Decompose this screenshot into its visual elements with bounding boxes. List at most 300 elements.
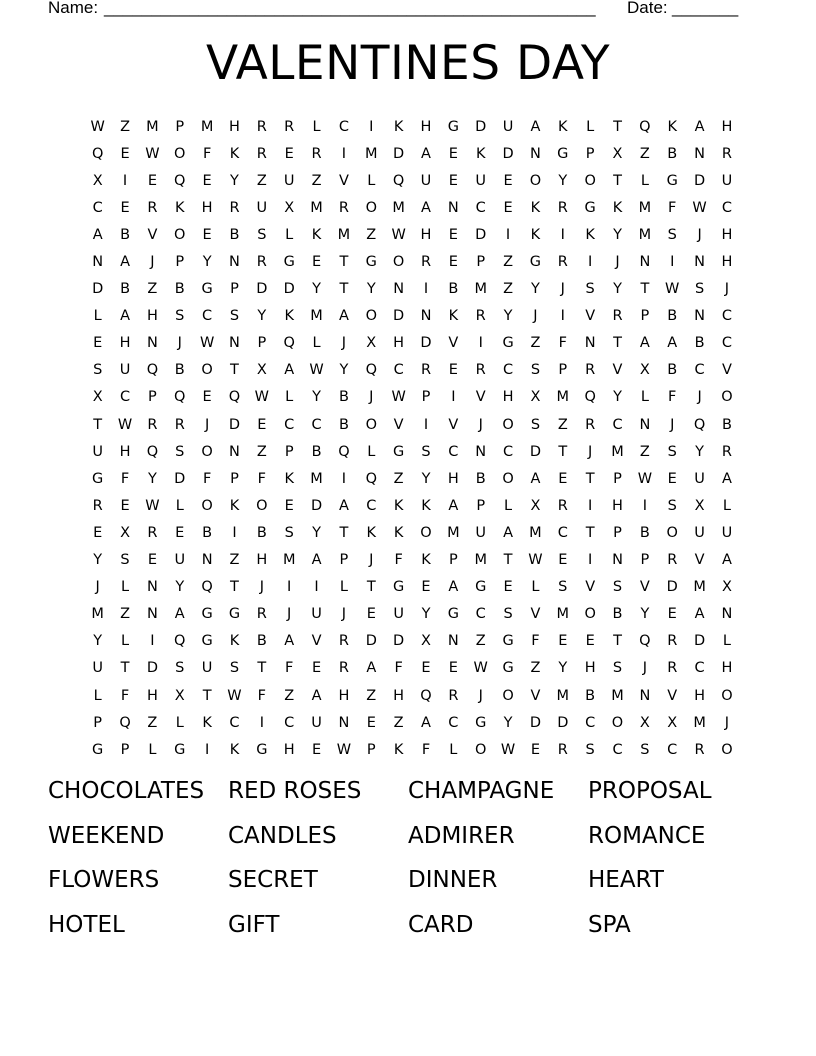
word-bank-item: GIFT: [228, 911, 280, 938]
grid-letter: P: [558, 362, 568, 379]
grid-letter: D: [475, 226, 487, 243]
grid-letter: C: [694, 362, 705, 379]
grid-row: [84, 574, 744, 601]
grid-letter: V: [721, 362, 732, 379]
grid-letter: B: [202, 524, 213, 541]
grid-letter: L: [531, 579, 540, 596]
grid-letter: E: [93, 335, 103, 352]
header: [48, 0, 748, 18]
grid-letter: Q: [119, 714, 131, 731]
grid-letter: I: [588, 497, 593, 514]
grid-letter: K: [175, 199, 185, 216]
grid-letter: J: [615, 254, 620, 271]
grid-letter: X: [120, 524, 130, 541]
grid-letter: D: [393, 145, 405, 162]
grid-letter: L: [285, 389, 294, 406]
grid-letter: J: [724, 714, 730, 731]
grid-letter: Z: [557, 416, 568, 433]
grid-letter: S: [257, 226, 267, 243]
grid-letter: R: [557, 497, 568, 514]
name-blank: ____________________________________________________: [104, 0, 596, 17]
grid-letter: B: [311, 443, 322, 460]
grid-letter: D: [310, 497, 323, 514]
grid-letter: V: [530, 606, 541, 623]
grid-letter: F: [394, 660, 403, 677]
grid-letter: K: [475, 145, 486, 162]
grid-letter: J: [642, 660, 647, 677]
grid-letter: X: [530, 389, 541, 406]
grid-letter: Q: [584, 389, 596, 406]
grid-letter: J: [560, 281, 565, 298]
grid-letter: K: [284, 308, 294, 325]
grid-letter: Q: [420, 687, 432, 704]
grid-letter: X: [694, 497, 705, 514]
grid-letter: R: [557, 254, 568, 271]
grid-letter: C: [694, 660, 705, 677]
grid-letter: Y: [312, 524, 321, 541]
grid-letter: I: [150, 633, 155, 650]
grid-letter: Z: [147, 714, 158, 731]
word-bank-item: CANDLES: [228, 822, 337, 849]
word-bank-item: DINNER: [408, 867, 498, 893]
grid-letter: X: [530, 497, 541, 514]
grid-letter: E: [120, 497, 130, 514]
grid-letter: I: [670, 254, 675, 271]
grid-letter: C: [667, 741, 678, 758]
grid-letter: W: [528, 552, 543, 569]
grid-letter: W: [336, 741, 352, 758]
grid-letter: V: [585, 579, 596, 596]
grid-letter: N: [530, 145, 541, 162]
grid-letter: R: [667, 660, 678, 677]
grid-letter: O: [174, 226, 186, 243]
grid-letter: R: [721, 443, 732, 460]
grid-letter: S: [530, 362, 541, 379]
grid-letter: A: [284, 633, 295, 650]
grid-letter: I: [560, 308, 565, 325]
grid-letter: S: [585, 741, 595, 758]
grid-letter: G: [92, 470, 104, 487]
grid-letter: T: [640, 281, 650, 298]
grid-letter: T: [93, 416, 103, 433]
grid-letter: P: [640, 552, 650, 569]
grid-letter: J: [369, 389, 374, 406]
grid-letter: A: [448, 497, 459, 514]
grid-letter: X: [639, 362, 650, 379]
grid-row: [84, 547, 744, 574]
grid-letter: T: [613, 633, 622, 650]
grid-letter: F: [531, 633, 540, 650]
grid-letter: O: [502, 416, 514, 433]
grid-letter: L: [93, 308, 102, 325]
grid-letter: S: [175, 308, 185, 325]
grid-letter: Q: [693, 416, 706, 433]
grid-letter: H: [393, 687, 405, 704]
grid-letter: R: [311, 145, 322, 162]
grid-letter: H: [229, 118, 240, 135]
grid-letter: V: [639, 579, 650, 596]
grid-letter: J: [697, 226, 702, 243]
grid-letter: N: [694, 254, 706, 271]
grid-letter: K: [612, 199, 623, 216]
grid-letter: Z: [503, 281, 514, 298]
grid-letter: A: [721, 552, 732, 569]
grid-letter: U: [475, 524, 487, 541]
grid-letter: R: [721, 145, 732, 162]
grid-letter: V: [585, 308, 596, 325]
grid-letter: G: [393, 579, 405, 596]
grid-letter: Y: [558, 660, 568, 677]
grid-letter: V: [694, 552, 705, 569]
grid-row: [84, 276, 744, 303]
grid-letter: C: [612, 741, 623, 758]
grid-letter: C: [311, 416, 322, 433]
grid-letter: I: [478, 335, 483, 352]
grid-letter: X: [612, 145, 623, 162]
grid-letter: K: [585, 226, 595, 243]
grid-letter: G: [256, 741, 268, 758]
grid-letter: J: [724, 281, 730, 298]
grid-letter: Y: [613, 226, 622, 243]
grid-letter: I: [287, 579, 292, 596]
grid-letter: Q: [174, 633, 186, 650]
grid-row: [84, 411, 744, 438]
grid-row: [84, 357, 744, 384]
word-bank-item: CARD: [408, 911, 474, 938]
grid-letter: O: [584, 172, 596, 189]
grid-letter: G: [666, 172, 678, 189]
grid-letter: B: [585, 687, 596, 704]
grid-letter: A: [421, 145, 431, 162]
grid-letter: S: [93, 362, 103, 379]
grid-row: [84, 655, 744, 682]
grid-letter: E: [311, 254, 322, 271]
grid-letter: H: [721, 118, 733, 135]
grid-letter: H: [721, 254, 733, 271]
grid-letter: C: [475, 199, 486, 216]
grid-letter: W: [473, 660, 488, 677]
grid-row: [84, 140, 744, 167]
grid-letter: F: [285, 660, 294, 677]
grid-letter: C: [448, 714, 459, 731]
grid-letter: I: [451, 389, 456, 406]
grid-letter: N: [612, 552, 623, 569]
grid-letter: E: [448, 172, 458, 189]
grid-letter: T: [585, 470, 595, 487]
grid-row: [84, 221, 744, 248]
grid-letter: A: [284, 362, 295, 379]
grid-letter: Y: [339, 362, 349, 379]
grid-letter: C: [557, 524, 568, 541]
grid-letter: U: [283, 172, 295, 189]
grid-letter: K: [448, 308, 459, 325]
grid-letter: E: [448, 660, 458, 677]
grid-letter: D: [393, 633, 405, 650]
grid-letter: Z: [256, 443, 267, 460]
grid-letter: O: [721, 687, 733, 704]
grid-letter: U: [311, 606, 322, 623]
grid-letter: N: [447, 199, 459, 216]
grid-letter: M: [200, 118, 214, 135]
grid-letter: E: [558, 633, 568, 650]
grid-letter: E: [558, 470, 568, 487]
grid-letter: R: [557, 199, 568, 216]
name-label: Name:: [48, 0, 99, 17]
grid-letter: R: [147, 199, 158, 216]
grid-letter: G: [475, 714, 487, 731]
grid-letter: T: [202, 687, 212, 704]
grid-letter: R: [147, 416, 158, 433]
grid-letter: O: [201, 443, 213, 460]
grid-letter: B: [174, 362, 185, 379]
grid-letter: E: [585, 633, 595, 650]
grid-letter: V: [147, 226, 158, 243]
grid-letter: R: [612, 308, 623, 325]
grid-letter: V: [475, 389, 486, 406]
grid-letter: E: [147, 552, 157, 569]
grid-letter: U: [256, 199, 268, 216]
grid-letter: R: [256, 606, 267, 623]
grid-letter: N: [338, 714, 350, 731]
grid-letter: G: [447, 606, 459, 623]
grid-letter: L: [722, 633, 731, 650]
grid-letter: P: [257, 335, 267, 352]
grid-letter: R: [694, 741, 705, 758]
grid-letter: K: [393, 524, 404, 541]
grid-letter: L: [285, 226, 294, 243]
grid-letter: H: [119, 443, 131, 460]
grid-letter: C: [721, 335, 732, 352]
grid-letter: D: [502, 145, 514, 162]
grid-letter: S: [421, 443, 431, 460]
grid-letter: F: [257, 687, 266, 704]
grid-letter: Q: [228, 389, 241, 406]
grid-letter: G: [201, 606, 213, 623]
grid-letter: N: [229, 335, 240, 352]
grid-letter: M: [611, 687, 624, 704]
grid-letter: Y: [230, 172, 239, 189]
grid-letter: L: [339, 579, 348, 596]
grid-letter: P: [613, 470, 622, 487]
grid-letter: M: [693, 579, 706, 596]
grid-letter: K: [393, 741, 404, 758]
grid-letter: A: [338, 308, 349, 325]
grid-letter: R: [174, 416, 185, 433]
grid-letter: J: [697, 389, 702, 406]
grid-letter: C: [202, 308, 213, 325]
grid-row: [84, 628, 744, 655]
grid-letter: Q: [365, 470, 377, 487]
grid-letter: J: [150, 254, 155, 271]
grid-letter: E: [93, 524, 103, 541]
grid-row: [84, 167, 744, 194]
grid-letter: W: [309, 362, 324, 379]
grid-letter: A: [721, 470, 732, 487]
grid-letter: U: [502, 118, 514, 135]
grid-letter: E: [311, 660, 322, 677]
grid-letter: W: [692, 199, 707, 216]
grid-letter: L: [449, 741, 458, 758]
grid-letter: K: [229, 145, 240, 162]
grid-letter: Y: [421, 470, 431, 487]
grid-letter: U: [201, 660, 213, 677]
grid-letter: N: [584, 335, 596, 352]
grid-letter: M: [392, 199, 405, 216]
grid-letter: H: [146, 308, 158, 325]
grid-row: [84, 709, 744, 736]
grid-letter: S: [667, 497, 677, 514]
grid-letter: L: [640, 389, 649, 406]
grid-letter: T: [339, 254, 349, 271]
grid-letter: A: [530, 470, 541, 487]
grid-letter: M: [310, 199, 323, 216]
grid-letter: W: [145, 497, 160, 514]
grid-letter: W: [145, 145, 160, 162]
grid-letter: X: [721, 579, 732, 596]
grid-letter: F: [558, 335, 567, 352]
grid-letter: Z: [366, 687, 377, 704]
grid-letter: K: [366, 524, 377, 541]
grid-letter: C: [721, 308, 732, 325]
grid-letter: B: [338, 416, 349, 433]
grid-letter: X: [92, 389, 103, 406]
grid-letter: E: [530, 741, 541, 758]
grid-letter: T: [613, 118, 622, 135]
grid-letter: Y: [93, 552, 103, 569]
grid-letter: O: [666, 524, 678, 541]
grid-letter: R: [420, 254, 432, 271]
grid-letter: P: [175, 254, 185, 271]
grid-letter: K: [229, 497, 240, 514]
grid-letter: L: [312, 335, 321, 352]
grid-letter: J: [177, 335, 182, 352]
grid-letter: A: [120, 308, 130, 325]
grid-letter: T: [120, 660, 130, 677]
grid-letter: E: [311, 741, 322, 758]
grid-letter: S: [640, 741, 650, 758]
grid-row: [84, 438, 744, 465]
grid-letter: Q: [174, 389, 186, 406]
grid-letter: C: [92, 199, 103, 216]
grid-letter: R: [256, 254, 267, 271]
grid-letter: R: [256, 118, 267, 135]
grid-letter: W: [391, 226, 406, 243]
grid-letter: U: [119, 362, 131, 379]
grid-letter: G: [502, 335, 514, 352]
grid-letter: E: [558, 552, 568, 569]
grid-letter: J: [478, 687, 483, 704]
grid-letter: D: [256, 281, 268, 298]
grid-letter: A: [667, 335, 678, 352]
grid-letter: Y: [147, 470, 157, 487]
grid-letter: A: [503, 524, 514, 541]
grid-letter: S: [612, 579, 623, 596]
grid-letter: M: [474, 281, 487, 298]
grid-letter: Q: [338, 443, 350, 460]
grid-letter: L: [120, 633, 130, 650]
grid-letter: S: [120, 552, 130, 569]
grid-letter: N: [639, 254, 651, 271]
grid-letter: E: [202, 389, 212, 406]
grid-letter: P: [148, 389, 157, 406]
grid-letter: N: [721, 606, 733, 623]
grid-letter: C: [503, 362, 514, 379]
grid-letter: I: [588, 254, 593, 271]
grid-letter: Y: [503, 714, 513, 731]
grid-letter: Z: [147, 281, 158, 298]
grid-letter: L: [312, 118, 321, 135]
grid-letter: I: [505, 226, 511, 243]
grid-letter: G: [393, 443, 405, 460]
grid-letter: K: [530, 226, 541, 243]
grid-letter: G: [557, 145, 569, 162]
grid-letter: F: [120, 687, 130, 704]
grid-letter: A: [694, 118, 705, 135]
grid-letter: J: [588, 443, 593, 460]
word-bank-item: CHOCOLATES: [48, 778, 205, 804]
grid-letter: M: [638, 199, 652, 216]
grid-letter: Y: [93, 633, 103, 650]
grid-letter: S: [612, 660, 623, 677]
grid-letter: A: [639, 335, 650, 352]
grid-letter: J: [259, 579, 264, 596]
grid-letter: H: [146, 687, 158, 704]
grid-letter: G: [447, 118, 459, 135]
grid-letter: E: [503, 579, 513, 596]
grid-letter: F: [668, 199, 677, 216]
grid-letter: G: [502, 633, 514, 650]
grid-letter: Y: [257, 308, 267, 325]
grid-letter: Y: [503, 308, 513, 325]
grid-letter: T: [230, 362, 239, 379]
grid-letter: R: [256, 145, 267, 162]
grid-letter: V: [393, 416, 404, 433]
grid-letter: E: [147, 172, 157, 189]
grid-letter: N: [639, 687, 651, 704]
grid-letter: T: [613, 172, 622, 189]
grid-letter: O: [584, 606, 596, 623]
grid-letter: Y: [613, 389, 622, 406]
word-bank-item: CHAMPAGNE: [408, 778, 555, 804]
grid-letter: E: [175, 524, 185, 541]
word-bank-item: FLOWERS: [48, 867, 160, 893]
grid-letter: Y: [312, 389, 321, 406]
grid-letter: E: [421, 579, 431, 596]
grid-letter: U: [721, 524, 733, 541]
grid-letter: R: [667, 633, 678, 650]
grid-letter: W: [391, 389, 406, 406]
grid-letter: V: [530, 687, 541, 704]
grid-letter: F: [120, 470, 130, 487]
grid-letter: G: [228, 606, 241, 623]
grid-letter: Z: [120, 118, 130, 135]
grid-letter: I: [341, 470, 347, 487]
grid-letter: D: [529, 714, 542, 731]
grid-letter: Y: [312, 281, 321, 298]
grid-letter: M: [91, 606, 104, 623]
grid-letter: N: [420, 308, 432, 325]
grid-letter: C: [284, 714, 295, 731]
grid-letter: E: [366, 714, 376, 731]
grid-letter: Y: [613, 281, 622, 298]
grid-letter: B: [475, 470, 486, 487]
grid-letter: R: [338, 660, 349, 677]
grid-letter: G: [584, 199, 596, 216]
grid-letter: N: [146, 579, 158, 596]
grid-letter: Q: [283, 335, 295, 352]
grid-letter: I: [588, 552, 593, 569]
word-bank: [48, 778, 768, 956]
